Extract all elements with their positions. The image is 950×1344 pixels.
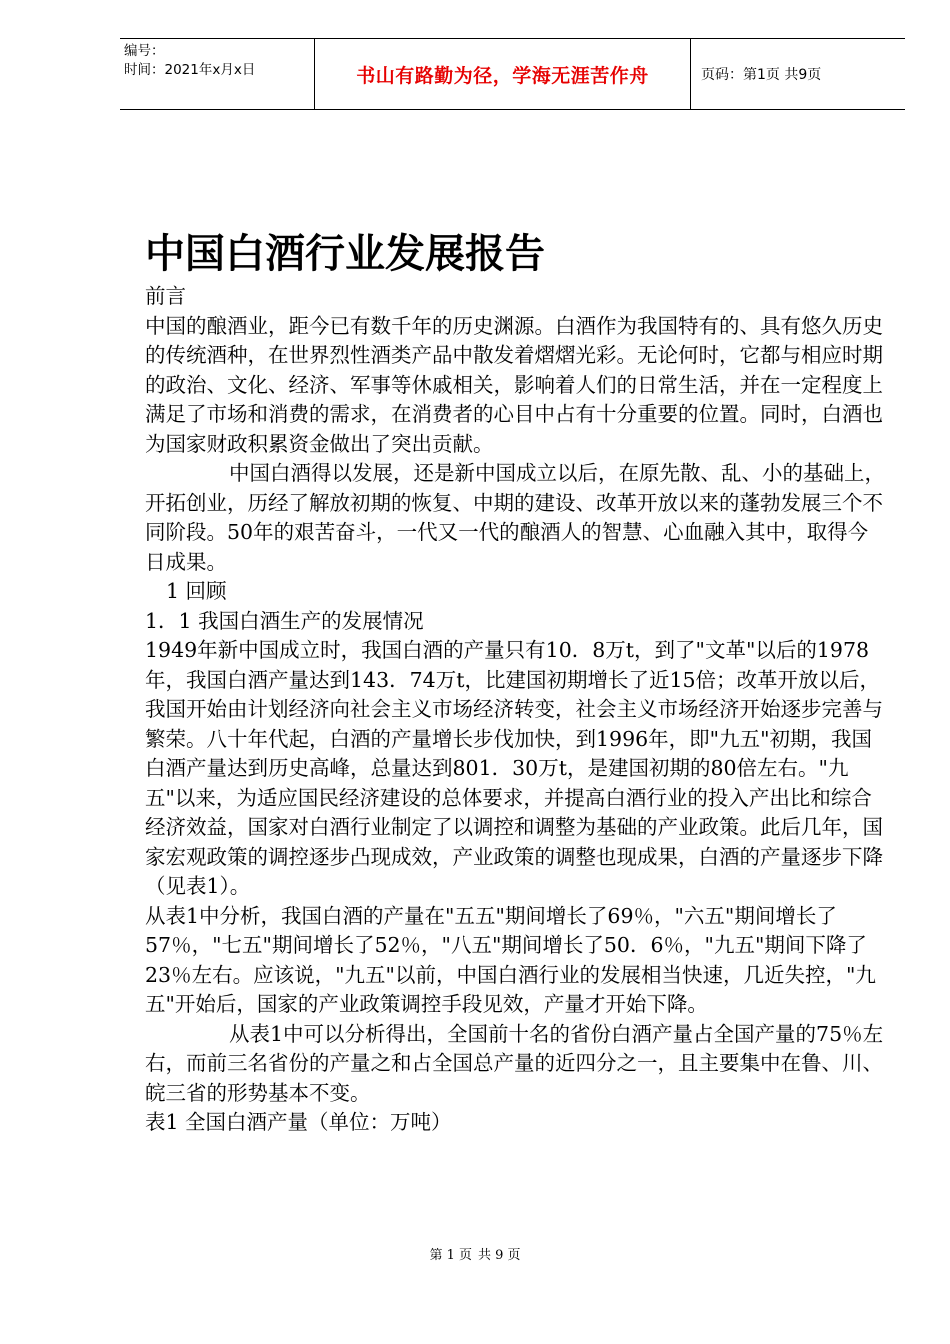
header-page-info: 页码：第1页 共9页 [701,67,822,83]
document-title: 中国白酒行业发展报告 [145,231,545,277]
table-caption: 表1 全国白酒产量（单位：万吨） [145,1110,452,1134]
preface-heading: 前言 [145,284,186,308]
section-heading: 1 回顾 [166,579,227,603]
header-meta [120,39,315,109]
paragraph: 中国的酿酒业，距今已有数千年的历史渊源。白酒作为我国特有的、具有悠久历史的传统酒种，在世界烈性酒类产品中散发着熠熠光彩。无论何时，它都与相应时期的政治、文化、经济、军事等休戚相关，影响着人们的日常生活，并在一定程度上满足了市场和消费的需求，在消费者的心目中占有十分重要的位置。同时，白酒也为国家财政积累资金做出了突出贡献。 [145,313,883,456]
page-footer [0,1244,950,1263]
paragraph: 从表1中可以分析得出，全国前十名的省份白酒产量占全国产量的75％左右，而前三名省份的产量之和占全国总产量的近四分之一，且主要集中在鲁、川、皖三省的形势基本不变。 [145,1021,884,1105]
header-motto: 书山有路勤为径，学海无涯苦作舟 [315,39,691,109]
paragraph: 中国白酒得以发展，还是新中国成立以后，在原先散、乱、小的基础上，开拓创业，历经了解放初期的恢复、中期的建设、改革开放以来的蓬勃发展三个不同阶段。50年的艰苦奋斗，一代又一代的酿酒人的智慧、心血融入其中，取得今日成果。 [145,461,885,574]
page-header [120,38,905,110]
footer-page-total: 共 9 页 [478,1248,521,1263]
document-time: 时间：2021年x月x日 [124,62,256,78]
paragraph: 1949年新中国成立时，我国白酒的产量只有10．8万t，到了"文革"以后的1978年，我国白酒产量达到143．74万t，比建国初期增长了近15倍；改革开放以后，我国开始由计划经济向社会主义市场经济转变，社会主义市场经济开始逐步完善与繁荣。八十年代起，白酒的产量增长步伐加快，到1996年，即"九五"初期，我国白酒产量达到历史高峰，总量达到801．30万t，是建国初期的80倍左右。"九五"以来，为适应国民经济建设的总体要求，并提高白酒行业的投入产出比和综合经济效益，国家对白酒行业制定了以调控和调整为基础的产业政策。此后几年，国家宏观政策的调控逐步凸现成效，产业政策的调整也现成果，白酒的产量逐步下降（见表1）。 [145,638,883,898]
paragraph: 从表1中分析，我国白酒的产量在"五五"期间增长了69％，"六五"期间增长了57％，"七五"期间增长了52％，"八五"期间增长了50．6％，"九五"期间下降了23％左右。应该说，"九五"以前，中国白酒行业的发展相当快速，几近失控，"九五"开始后，国家的产业政策调控手段见效，产量才开始下降。 [145,903,876,1016]
subsection-heading: 1．1 我国白酒生产的发展情况 [145,608,424,633]
document-number-label: 编号： [124,43,165,59]
document-body [145,282,885,1138]
footer-page-number: 第 1 页 [429,1248,472,1263]
